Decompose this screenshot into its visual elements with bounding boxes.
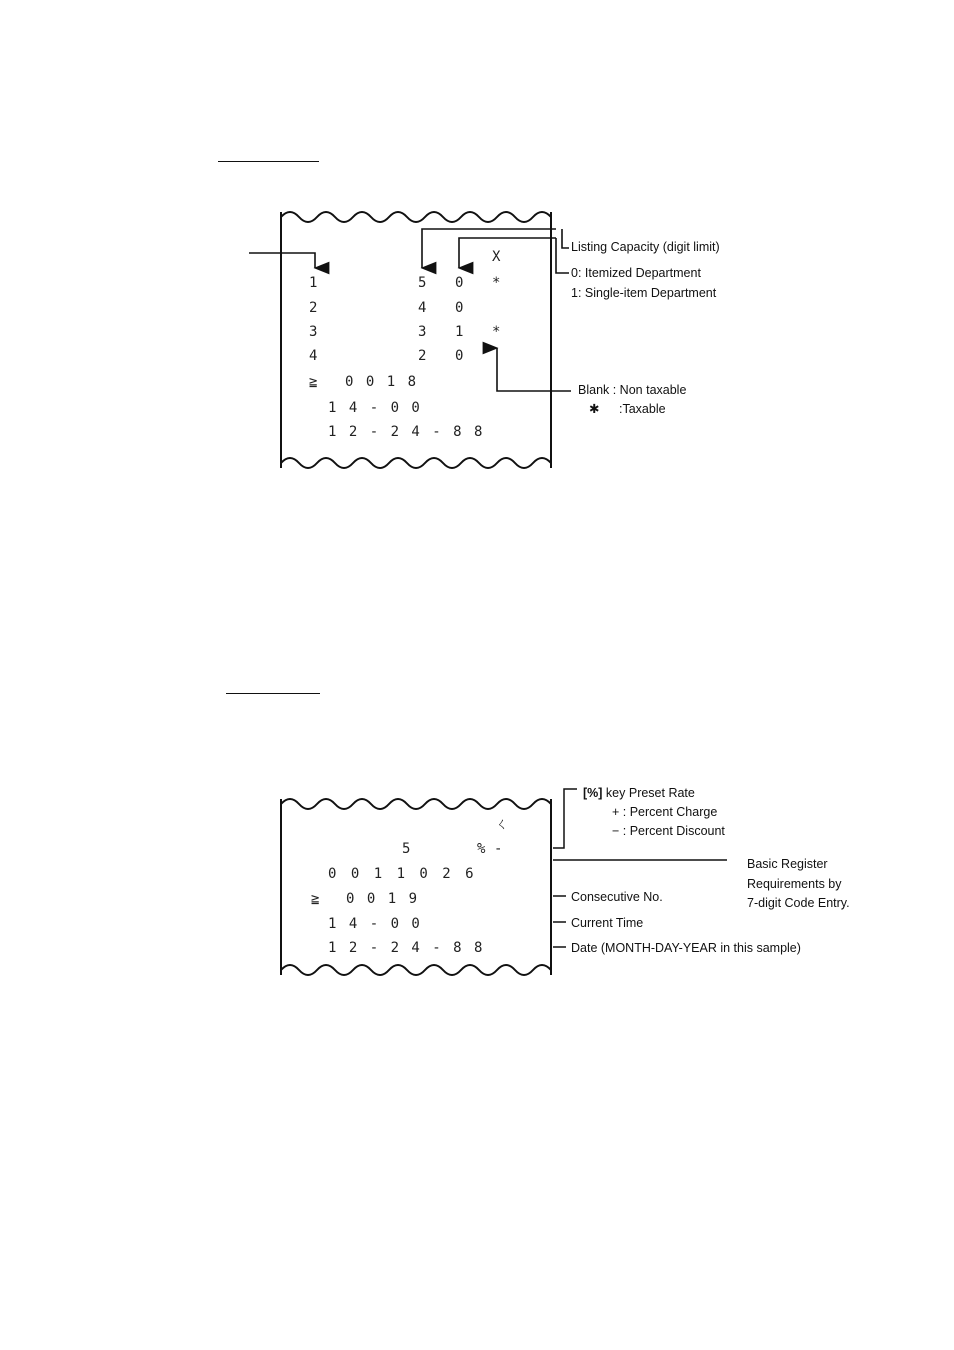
taxable-mark-icon: ✱ bbox=[589, 402, 600, 416]
row4-type: 0 bbox=[455, 348, 464, 364]
percent-discount-label: − : Percent Discount bbox=[612, 824, 725, 838]
preset-rate-label bbox=[583, 786, 695, 800]
consec-number: 0 0 1 8 bbox=[345, 374, 419, 390]
row1-dept: 1 bbox=[309, 275, 318, 291]
current-time-label: Current Time bbox=[571, 916, 644, 930]
preset-rate-value: 5 bbox=[402, 841, 411, 857]
single-item-dept-label: 1: Single-item Department bbox=[571, 286, 717, 300]
receipt-date: 1 2 - 2 4 - 8 8 bbox=[328, 940, 485, 956]
preset-rate-text: key Preset Rate bbox=[602, 786, 695, 800]
row2-type: 0 bbox=[455, 300, 464, 316]
row3-capacity: 3 bbox=[418, 324, 427, 340]
basic-register-line2: Requirements by bbox=[747, 877, 842, 891]
preset-bracket bbox=[553, 789, 577, 848]
taxable-label: :Taxable bbox=[619, 402, 666, 416]
row3-dept: 3 bbox=[309, 324, 318, 340]
row1-tax: * bbox=[492, 275, 501, 291]
listing-capacity-label: Listing Capacity (digit limit) bbox=[571, 240, 720, 254]
sample2-receipt-text bbox=[311, 817, 509, 956]
consec-mark: ≧ bbox=[311, 891, 320, 907]
consec-mark: ≧ bbox=[309, 374, 318, 390]
row2-capacity: 4 bbox=[418, 300, 427, 316]
receipt-date: 1 2 - 2 4 - 8 8 bbox=[328, 424, 485, 440]
header-x: X bbox=[492, 249, 501, 265]
row3-tax: * bbox=[492, 324, 501, 340]
percent-charge-label: + : Percent Charge bbox=[612, 805, 718, 819]
consecutive-label: Consecutive No. bbox=[571, 890, 663, 904]
basic-register-line1: Basic Register bbox=[747, 857, 828, 871]
date-label: Date (MONTH-DAY-YEAR in this sample) bbox=[571, 941, 801, 955]
top-mark: ㄑ bbox=[495, 817, 509, 833]
row2-dept: 2 bbox=[309, 300, 318, 316]
consec-number: 0 0 1 9 bbox=[346, 891, 420, 907]
percent-sign: % bbox=[477, 841, 486, 857]
row1-type: 0 bbox=[455, 275, 464, 291]
itemized-dept-label: 0: Itemized Department bbox=[571, 266, 701, 280]
percent-key: [%] bbox=[583, 786, 603, 800]
receipt-time: 1 4 - 0 0 bbox=[328, 916, 422, 932]
row4-capacity: 2 bbox=[418, 348, 427, 364]
basic-register-line3: 7-digit Code Entry. bbox=[747, 896, 850, 910]
non-taxable-label: Blank : Non taxable bbox=[578, 383, 687, 397]
rate-sign: - bbox=[494, 841, 503, 857]
code-entry: 0 0 1 1 0 2 6 bbox=[328, 866, 477, 882]
receipt-time: 1 4 - 0 0 bbox=[328, 400, 422, 416]
row1-capacity: 5 bbox=[418, 275, 427, 291]
row3-type: 1 bbox=[455, 324, 464, 340]
row4-dept: 4 bbox=[309, 348, 318, 364]
